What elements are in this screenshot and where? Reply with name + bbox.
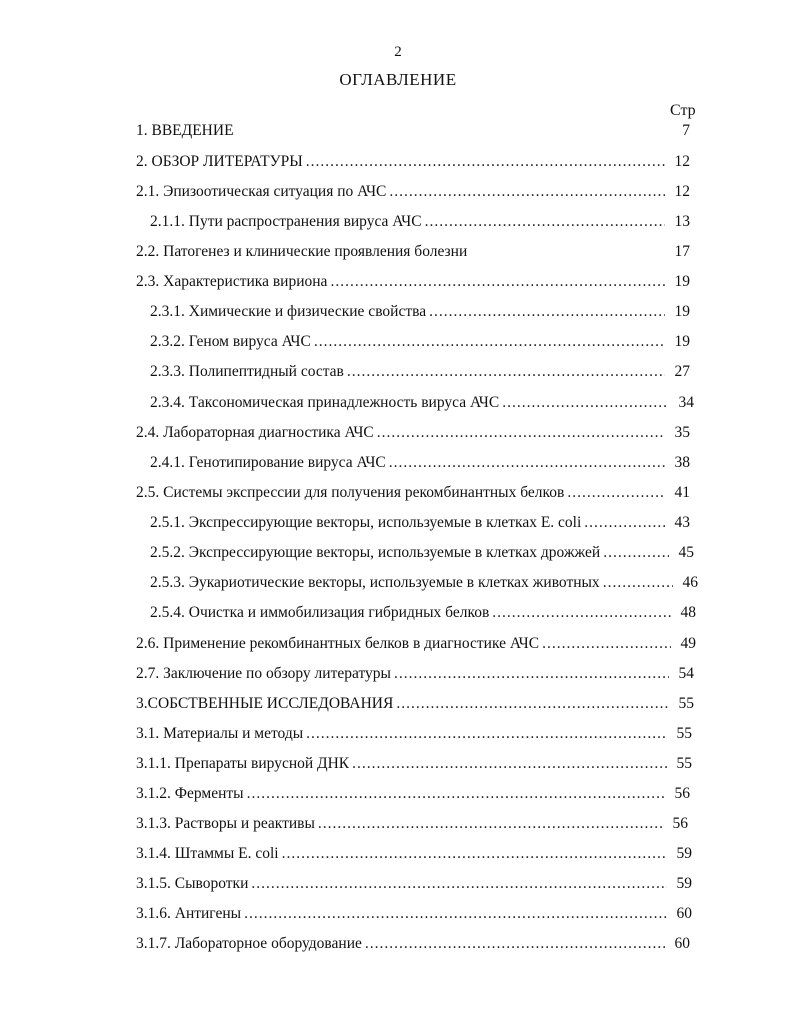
toc-entry-page: 34: [678, 394, 694, 411]
toc-entry-label: 3.1.2. Ферменты: [136, 785, 244, 802]
toc-entry: [150, 333, 690, 351]
toc-entry: [136, 935, 690, 953]
toc-entry-page: 56: [672, 815, 688, 832]
toc-entry: [136, 725, 692, 743]
dot-leader: [314, 333, 665, 351]
dot-leader: [352, 755, 667, 773]
dot-leader: [603, 574, 673, 592]
toc-entry-page: 19: [674, 303, 690, 320]
toc-entry-page: 45: [678, 544, 694, 561]
toc-entry: [136, 273, 690, 291]
toc-entry: [136, 424, 690, 442]
toc-entry-label: 2.5.4. Очистка и иммобилизация гибридных белков: [150, 604, 490, 621]
dot-leader: [542, 635, 671, 653]
toc-entry: [136, 153, 690, 171]
toc-entry-label: 3.1. Материалы и методы: [136, 725, 304, 742]
toc-entry-page: 59: [676, 875, 692, 892]
toc-entry: [150, 363, 690, 381]
toc-entry-label: 3.1.5. Сыворотки: [136, 875, 249, 892]
dot-leader: [251, 875, 667, 893]
toc-entry: [150, 303, 690, 321]
dot-leader: [244, 905, 667, 923]
toc-entry-label: 3.1.4. Штаммы E. coli: [136, 845, 279, 862]
dot-leader: [330, 273, 665, 291]
toc-entry: [136, 665, 694, 683]
dot-leader: [584, 514, 665, 532]
toc-entry-label: 2.5.1. Экспрессирующие векторы, используемые в клетках E. coli: [150, 514, 582, 531]
dot-leader: [318, 815, 663, 833]
toc-entry: [136, 845, 692, 863]
toc-entry-page: 19: [674, 273, 690, 290]
toc-entry-page: 56: [674, 785, 690, 802]
toc-entry: [136, 755, 692, 773]
toc-entry-label: 2.5.3. Эукариотические векторы, используемые в клетках животных: [150, 574, 600, 591]
toc-entry-label: 2.6. Применение рекомбинантных белков в диагностике АЧС: [136, 635, 540, 652]
toc-entry-page: 12: [674, 153, 690, 170]
toc-entry-label: 3.1.1. Препараты вирусной ДНК: [136, 755, 350, 772]
toc-entry-page: 38: [674, 454, 690, 471]
toc-entry-page: 54: [678, 665, 694, 682]
toc-entry: [136, 785, 690, 803]
dot-leader: [603, 544, 669, 562]
dot-leader: [377, 424, 665, 442]
dot-leader: [306, 725, 667, 743]
dot-leader: [492, 604, 671, 622]
toc-entry-label: 2.1.1. Пути распространения вируса АЧС: [150, 213, 422, 230]
dot-leader: [425, 213, 665, 231]
toc-entry: [150, 514, 690, 532]
toc-entry: [136, 875, 692, 893]
toc-entry-label: 2.3.3. Полипептидный состав: [150, 363, 344, 380]
toc-entry-page: 49: [680, 635, 696, 652]
toc-entry-page: 17: [674, 243, 690, 260]
toc-entry: [150, 544, 694, 562]
toc-entry-label: 3.СОБСТВЕННЫЕ ИССЛЕДОВАНИЯ: [136, 695, 394, 712]
toc-entry-page: 55: [676, 725, 692, 742]
toc-entry-page: 12: [674, 183, 690, 200]
dot-leader: [394, 665, 669, 683]
toc-entry-label: 2.4.1. Генотипирование вируса АЧС: [150, 454, 386, 471]
toc-entry-label: 2.5. Системы экспрессии для получения рекомбинантных белков: [136, 484, 565, 501]
page-column-header: Стр: [670, 102, 696, 119]
toc-entry-page: 7: [682, 122, 690, 139]
toc-entry-label: 1. ВВЕДЕНИЕ: [136, 122, 234, 139]
toc-entry-label: 2. ОБЗОР ЛИТЕРАТУРЫ: [136, 153, 303, 170]
toc-entry-label: 2.2. Патогенез и клинические проявления болезни: [136, 243, 468, 260]
toc-entry-label: 2.7. Заключение по обзору литературы: [136, 665, 391, 682]
toc-entry-page: 46: [682, 574, 698, 591]
toc-entry: [136, 635, 696, 653]
toc-title: ОГЛАВЛЕНИЕ: [339, 70, 457, 89]
dot-leader: [429, 303, 665, 321]
toc-entry-page: 60: [674, 935, 690, 952]
toc-entry-page: 48: [680, 604, 696, 621]
toc-entry: [136, 183, 690, 201]
page-number: 2: [394, 44, 402, 60]
dot-leader: [347, 363, 665, 381]
toc-entry-label: 3.1.3. Растворы и реактивы: [136, 815, 315, 832]
toc-entry: [150, 574, 698, 592]
dot-leader: [502, 394, 669, 412]
toc-entry-page: 35: [674, 424, 690, 441]
dot-leader: [306, 153, 665, 171]
dot-leader: [282, 845, 667, 863]
toc-entry: [136, 905, 692, 923]
toc-entry-page: 60: [676, 905, 692, 922]
toc-entry: [136, 695, 694, 713]
toc-entry: [136, 122, 690, 140]
dot-leader: [389, 454, 665, 472]
toc-entry-label: 3.1.6. Антигены: [136, 905, 242, 922]
toc-entry-label: 2.1. Эпизоотическая ситуация по АЧС: [136, 183, 387, 200]
toc-entry-page: 55: [676, 755, 692, 772]
toc-entry-page: 41: [674, 484, 690, 501]
dot-leader: [396, 695, 669, 713]
toc-entry-page: 43: [674, 514, 690, 531]
toc-entry-label: 2.3.1. Химические и физические свойства: [150, 303, 427, 320]
toc-entry: [136, 484, 690, 502]
toc-entry: [150, 454, 690, 472]
dot-leader: [247, 785, 665, 803]
dot-leader: [365, 935, 665, 953]
toc-entry-label: 2.5.2. Экспрессирующие векторы, используемые в клетках дрожжей: [150, 544, 601, 561]
toc-entry-label: 2.4. Лабораторная диагностика АЧС: [136, 424, 374, 441]
toc-entry-label: 2.3.4. Таксономическая принадлежность вируса АЧС: [150, 394, 500, 411]
toc-entry: [136, 243, 690, 261]
toc-entry-label: 2.3. Характеристика вириона: [136, 273, 328, 290]
toc-entry-page: 27: [674, 363, 690, 380]
toc-entry-label: 3.1.7. Лабораторное оборудование: [136, 935, 362, 952]
toc-entry: [136, 815, 688, 833]
toc-entry: [150, 604, 696, 622]
toc-entry-page: 55: [678, 695, 694, 712]
toc-entry-page: 59: [676, 845, 692, 862]
toc-entry-page: 13: [674, 213, 690, 230]
dot-leader: [567, 484, 665, 502]
dot-leader: [389, 183, 665, 201]
toc-entry: [150, 394, 694, 412]
toc-entry-label: 2.3.2. Геном вируса АЧС: [150, 333, 311, 350]
toc-entry-page: 19: [674, 333, 690, 350]
toc-entry: [150, 213, 690, 231]
